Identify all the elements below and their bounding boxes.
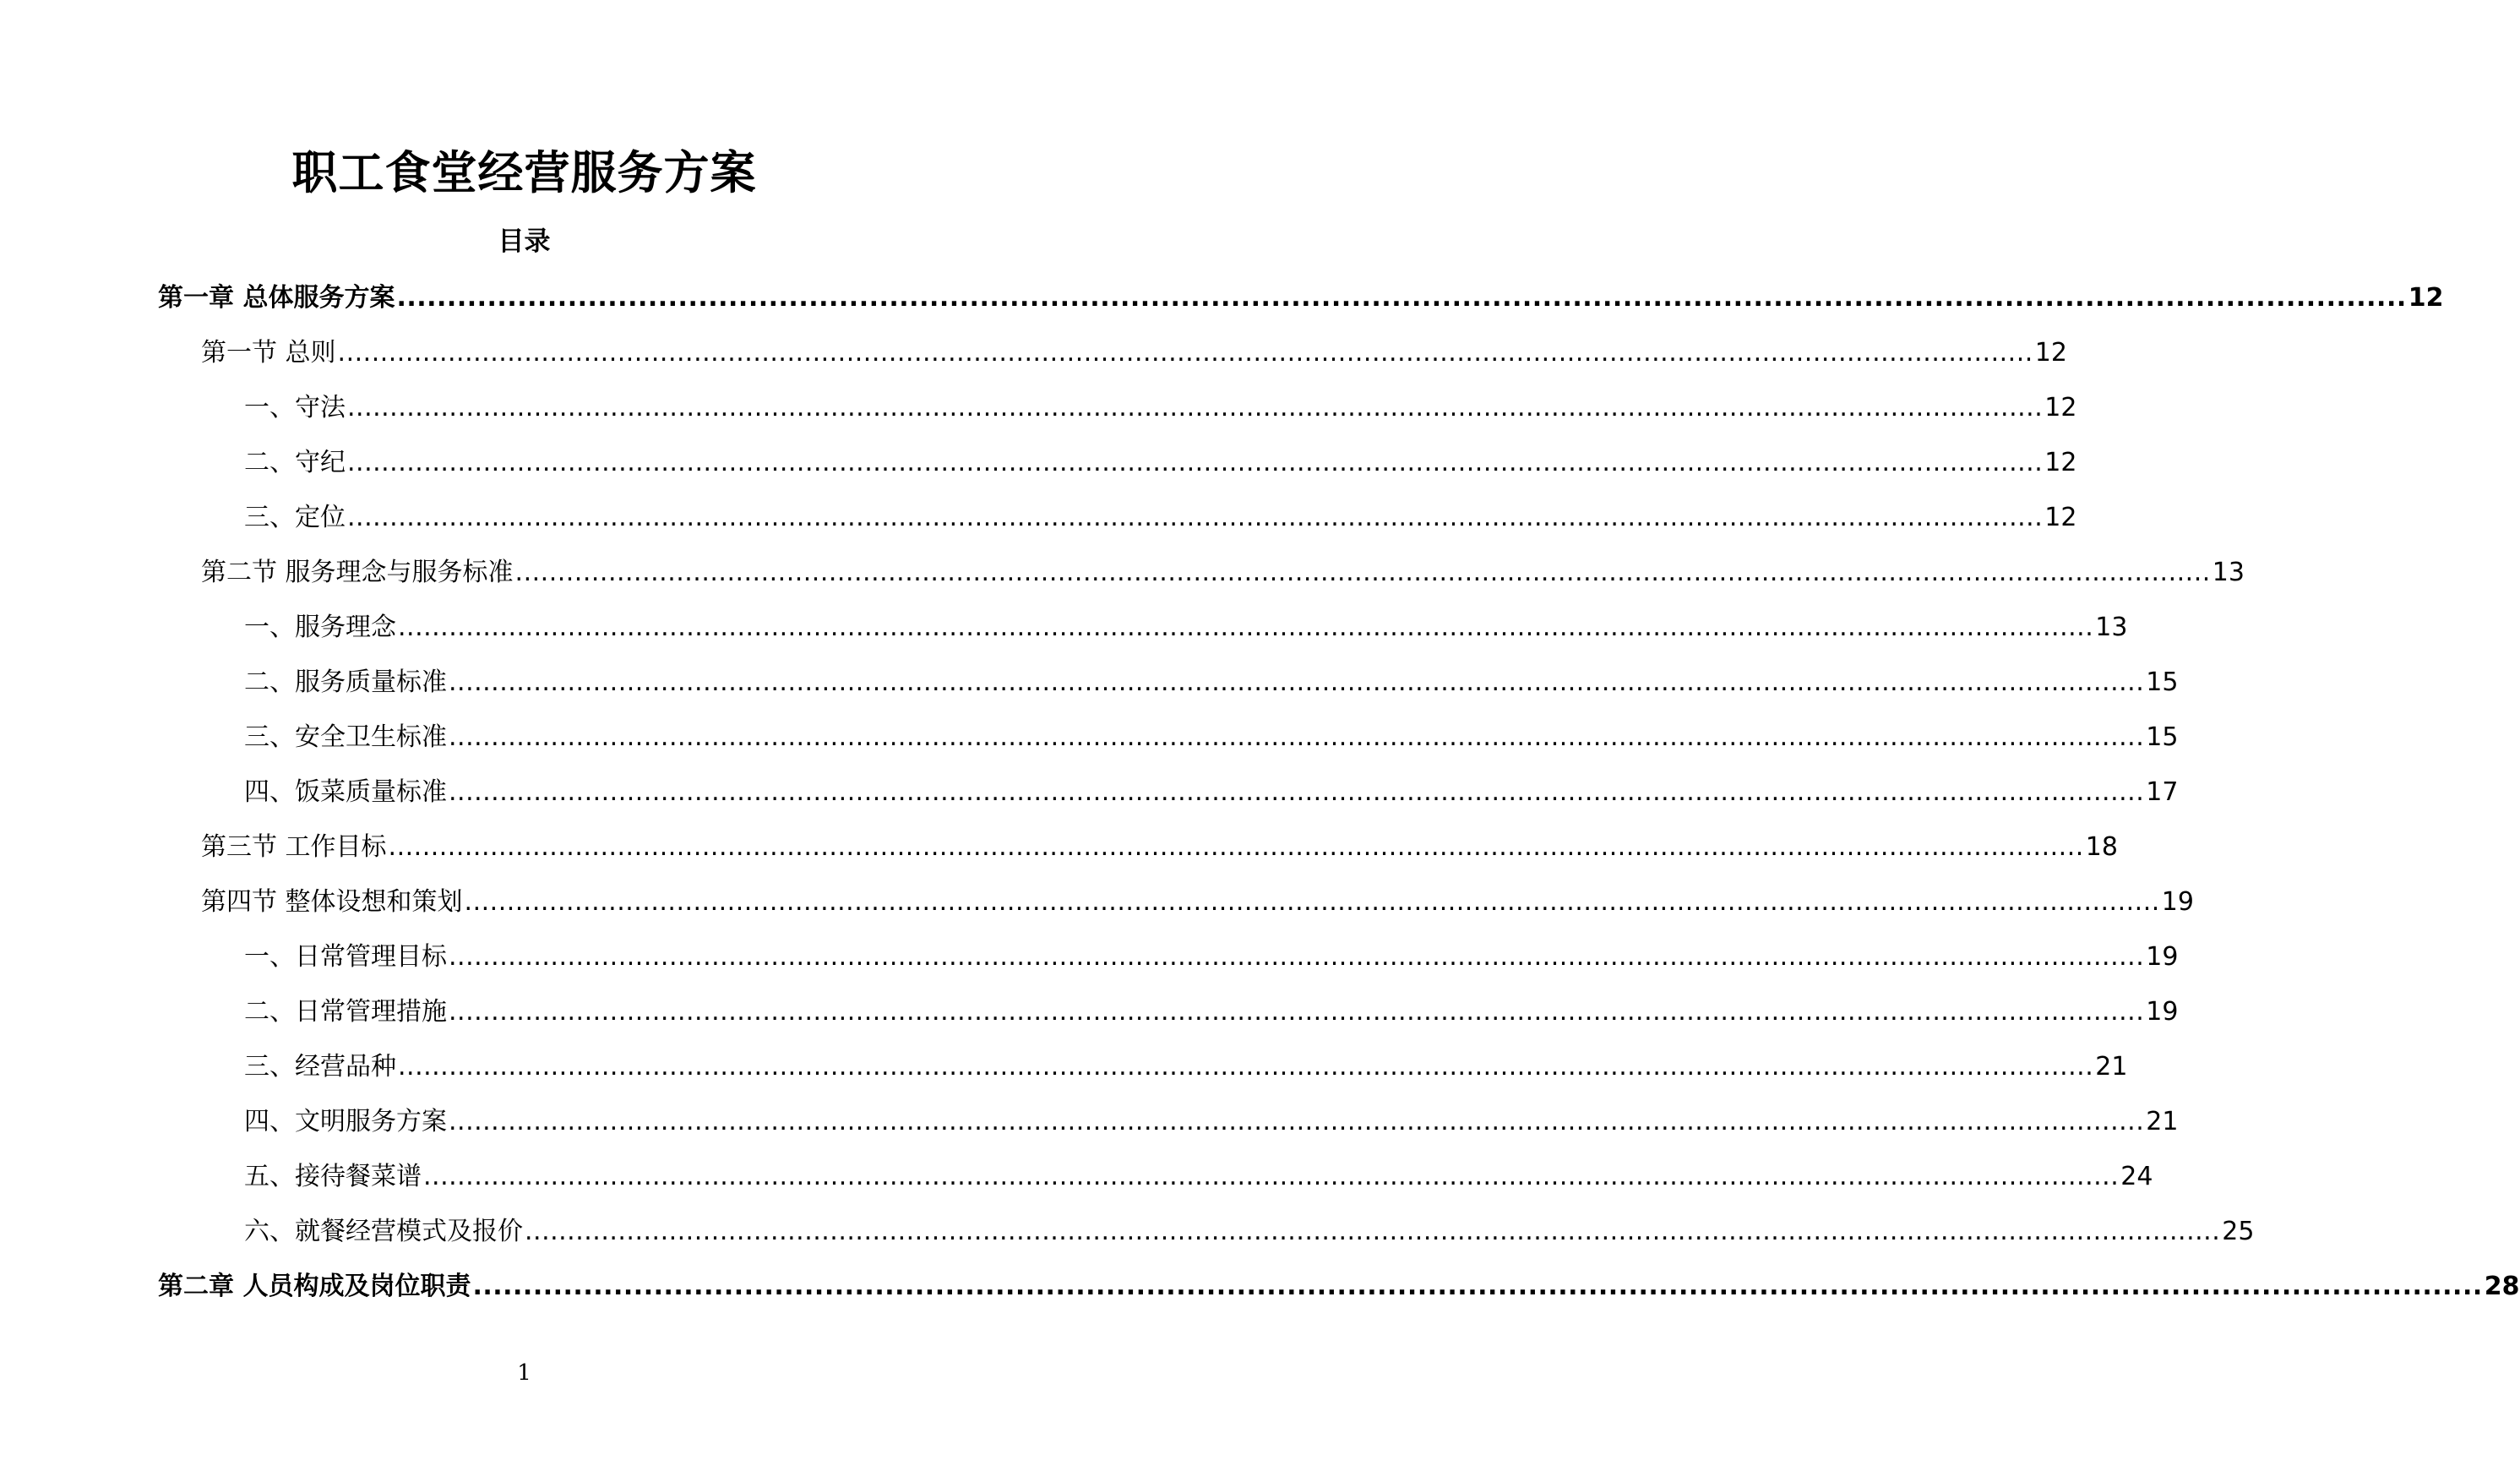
toc-entry-page: 19 <box>2146 942 2179 972</box>
toc-entry-label: 第四节 整体设想和策划 <box>201 887 463 917</box>
toc-entry-label: 第三节 工作目标 <box>201 832 387 862</box>
toc-entry-label: 二、守纪 <box>244 448 346 477</box>
toc-entry[interactable] <box>158 605 2128 660</box>
toc-entry-label: 三、定位 <box>244 503 346 532</box>
toc-entry[interactable] <box>158 989 2179 1044</box>
toc-entry[interactable] <box>158 660 2179 715</box>
toc-dot-leader: ........................................................................................................................................................................................................ <box>347 393 2044 422</box>
toc-dot-leader: ........................................................................................................................................................................................................ <box>514 558 2211 587</box>
toc-entry-label: 一、守法 <box>244 393 346 422</box>
toc-dot-leader: ........................................................................................................................................................................................................ <box>347 448 2044 477</box>
toc-dot-leader: ........................................................................................................................................................................................................ <box>449 942 2145 972</box>
table-of-contents <box>158 275 2520 1319</box>
toc-entry-label: 第一节 总则 <box>201 338 336 368</box>
toc-entry[interactable] <box>158 1209 2255 1264</box>
toc-entry-page: 25 <box>2222 1217 2255 1246</box>
toc-entry-label: 一、日常管理目标 <box>244 942 447 972</box>
toc-entry-page: 18 <box>2085 832 2118 862</box>
toc-entry[interactable] <box>158 1154 2153 1209</box>
toc-dot-leader: ........................................................................................................................................................................................................ <box>388 832 2084 862</box>
toc-entry[interactable] <box>158 825 2118 880</box>
toc-entry[interactable] <box>158 934 2179 989</box>
toc-entry-label: 四、文明服务方案 <box>244 1107 447 1136</box>
toc-entry-label: 六、就餐经营模式及报价 <box>244 1217 523 1246</box>
toc-entry-page: 13 <box>2212 558 2245 587</box>
toc-entry-page: 12 <box>2408 283 2444 313</box>
toc-dot-leader: ........................................................................................................................................................................................................ <box>398 1052 2094 1082</box>
toc-entry-page: 12 <box>2034 338 2067 368</box>
toc-entry-label: 第二章 人员构成及岗位职责 <box>158 1272 471 1301</box>
toc-heading: 目录 <box>498 226 551 257</box>
toc-entry[interactable] <box>158 1044 2128 1099</box>
toc-dot-leader: ........................................................................................................................................................................................................ <box>449 1107 2145 1136</box>
toc-dot-leader: ........................................................................................................................................................................................................ <box>449 667 2145 697</box>
toc-entry-page: 12 <box>2044 448 2077 477</box>
document-title: 职工食堂经营服务方案 <box>291 146 757 199</box>
toc-dot-leader: ........................................................................................................................................................................................................ <box>337 338 2033 368</box>
toc-entry-page: 13 <box>2095 613 2128 642</box>
toc-entry-page: 17 <box>2146 777 2179 807</box>
toc-dot-leader: ........................................................................................................................................................................................................ <box>449 777 2145 807</box>
toc-entry-label: 二、日常管理措施 <box>244 997 447 1027</box>
toc-dot-leader: ........................................................................................................................................................................................................ <box>396 283 2407 313</box>
toc-entry-page: 28 <box>2484 1272 2520 1301</box>
toc-entry[interactable] <box>158 275 2444 330</box>
toc-dot-leader: ........................................................................................................................................................................................................ <box>398 613 2094 642</box>
toc-entry[interactable] <box>158 330 2067 385</box>
toc-entry-label: 五、接待餐菜谱 <box>244 1162 422 1191</box>
toc-dot-leader: ........................................................................................................................................................................................................ <box>464 887 2160 917</box>
toc-entry-page: 19 <box>2146 997 2179 1027</box>
toc-dot-leader: ........................................................................................................................................................................................................ <box>449 722 2145 752</box>
toc-entry[interactable] <box>158 715 2179 770</box>
toc-entry-label: 三、经营品种 <box>244 1052 396 1082</box>
toc-entry-label: 第一章 总体服务方案 <box>158 283 395 313</box>
toc-entry-page: 21 <box>2095 1052 2128 1082</box>
toc-entry[interactable] <box>158 550 2245 605</box>
toc-entry-page: 21 <box>2146 1107 2179 1136</box>
toc-entry-page: 19 <box>2161 887 2194 917</box>
toc-entry[interactable] <box>158 770 2179 825</box>
toc-entry[interactable] <box>158 440 2077 495</box>
toc-entry[interactable] <box>158 880 2194 934</box>
toc-entry-label: 四、饭菜质量标准 <box>244 777 447 807</box>
toc-dot-leader: ........................................................................................................................................................................................................ <box>347 503 2044 532</box>
toc-dot-leader: ........................................................................................................................................................................................................ <box>525 1217 2221 1246</box>
toc-entry-label: 第二节 服务理念与服务标准 <box>201 558 514 587</box>
toc-entry-label: 一、服务理念 <box>244 613 396 642</box>
page-number: 1 <box>517 1360 531 1386</box>
toc-entry-page: 12 <box>2044 393 2077 422</box>
toc-entry-page: 12 <box>2044 503 2077 532</box>
toc-entry-label: 二、服务质量标准 <box>244 667 447 697</box>
toc-entry[interactable] <box>158 1264 2520 1319</box>
toc-dot-leader: ........................................................................................................................................................................................................ <box>472 1272 2483 1301</box>
toc-entry[interactable] <box>158 385 2077 440</box>
toc-entry-label: 三、安全卫生标准 <box>244 722 447 752</box>
toc-entry[interactable] <box>158 1099 2179 1154</box>
toc-entry[interactable] <box>158 495 2077 550</box>
toc-dot-leader: ........................................................................................................................................................................................................ <box>423 1162 2120 1191</box>
toc-entry-page: 15 <box>2146 722 2179 752</box>
toc-entry-page: 15 <box>2146 667 2179 697</box>
toc-entry-page: 24 <box>2120 1162 2153 1191</box>
toc-dot-leader: ........................................................................................................................................................................................................ <box>449 997 2145 1027</box>
